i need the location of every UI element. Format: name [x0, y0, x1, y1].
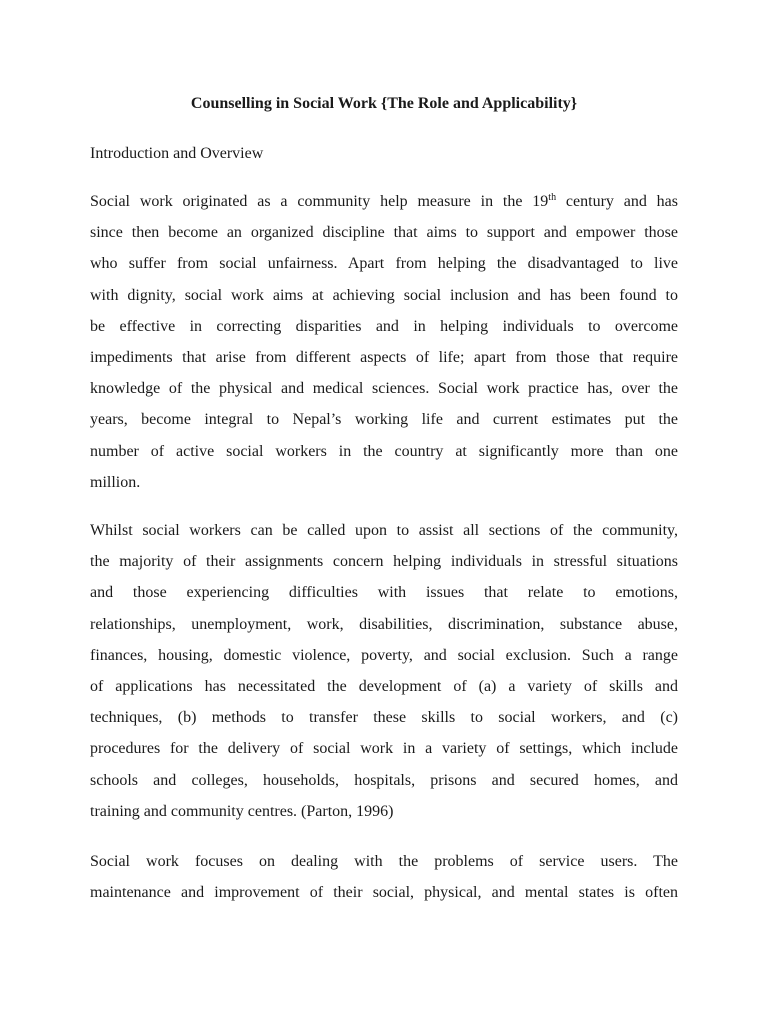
paragraph-line: be effective in correcting disparities and in helping individuals to overcome: [90, 317, 678, 335]
superscript: th: [548, 192, 557, 203]
document-title: Counselling in Social Work {The Role and Applicability}: [190, 95, 578, 112]
paragraph-line: finances, housing, domestic violence, poverty, and social exclusion. Such a range: [90, 646, 678, 664]
paragraph-2: [90, 515, 678, 827]
paragraph-line: maintenance and improvement of their social, physical, and mental states is often: [90, 884, 678, 902]
paragraph-line: Social work originated as a community help measure in the 19th century and has: [90, 192, 679, 210]
paragraph-line: the majority of their assignments concern helping individuals in stressful situations: [90, 553, 678, 571]
paragraph-line: of applications has necessitated the development of (a) a variety of skills and: [90, 677, 678, 695]
paragraph-3: [90, 846, 678, 908]
paragraph-line: Whilst social workers can be called upon to assist all sections of the community,: [90, 522, 678, 539]
section-heading: Introduction and Overview: [90, 145, 264, 162]
paragraph-line: years, become integral to Nepal’s working life and current estimates put the: [90, 411, 678, 429]
paragraph-line: since then become an organized discipline that aims to support and empower those: [90, 224, 678, 242]
paragraph-line: relationships, unemployment, work, disabilities, discrimination, substance abuse,: [90, 615, 678, 633]
paragraph-line: million.: [90, 473, 141, 491]
paragraph-line: training and community centres. (Parton, 1996): [90, 802, 394, 820]
paragraph-line: Social work focuses on dealing with the problems of service users. The: [90, 853, 678, 870]
paragraph-line: who suffer from social unfairness. Apart from helping the disadvantaged to live: [90, 255, 678, 273]
paragraph-line: with dignity, social work aims at achieving social inclusion and has been found to: [90, 286, 678, 304]
paragraph-1: [90, 186, 678, 498]
paragraph-line: knowledge of the physical and medical sciences. Social work practice has, over the: [90, 380, 678, 398]
paragraph-line: impediments that arise from different aspects of life; apart from those that require: [90, 348, 678, 366]
paragraph-line: and those experiencing difficulties with issues that relate to emotions,: [90, 584, 678, 602]
paragraph-line: schools and colleges, households, hospitals, prisons and secured homes, and: [90, 771, 678, 789]
paragraph-line: number of active social workers in the country at significantly more than one: [90, 442, 678, 460]
paragraph-line: techniques, (b) methods to transfer these skills to social workers, and (c): [90, 709, 678, 727]
paragraph-line: procedures for the delivery of social work in a variety of settings, which include: [90, 740, 678, 758]
